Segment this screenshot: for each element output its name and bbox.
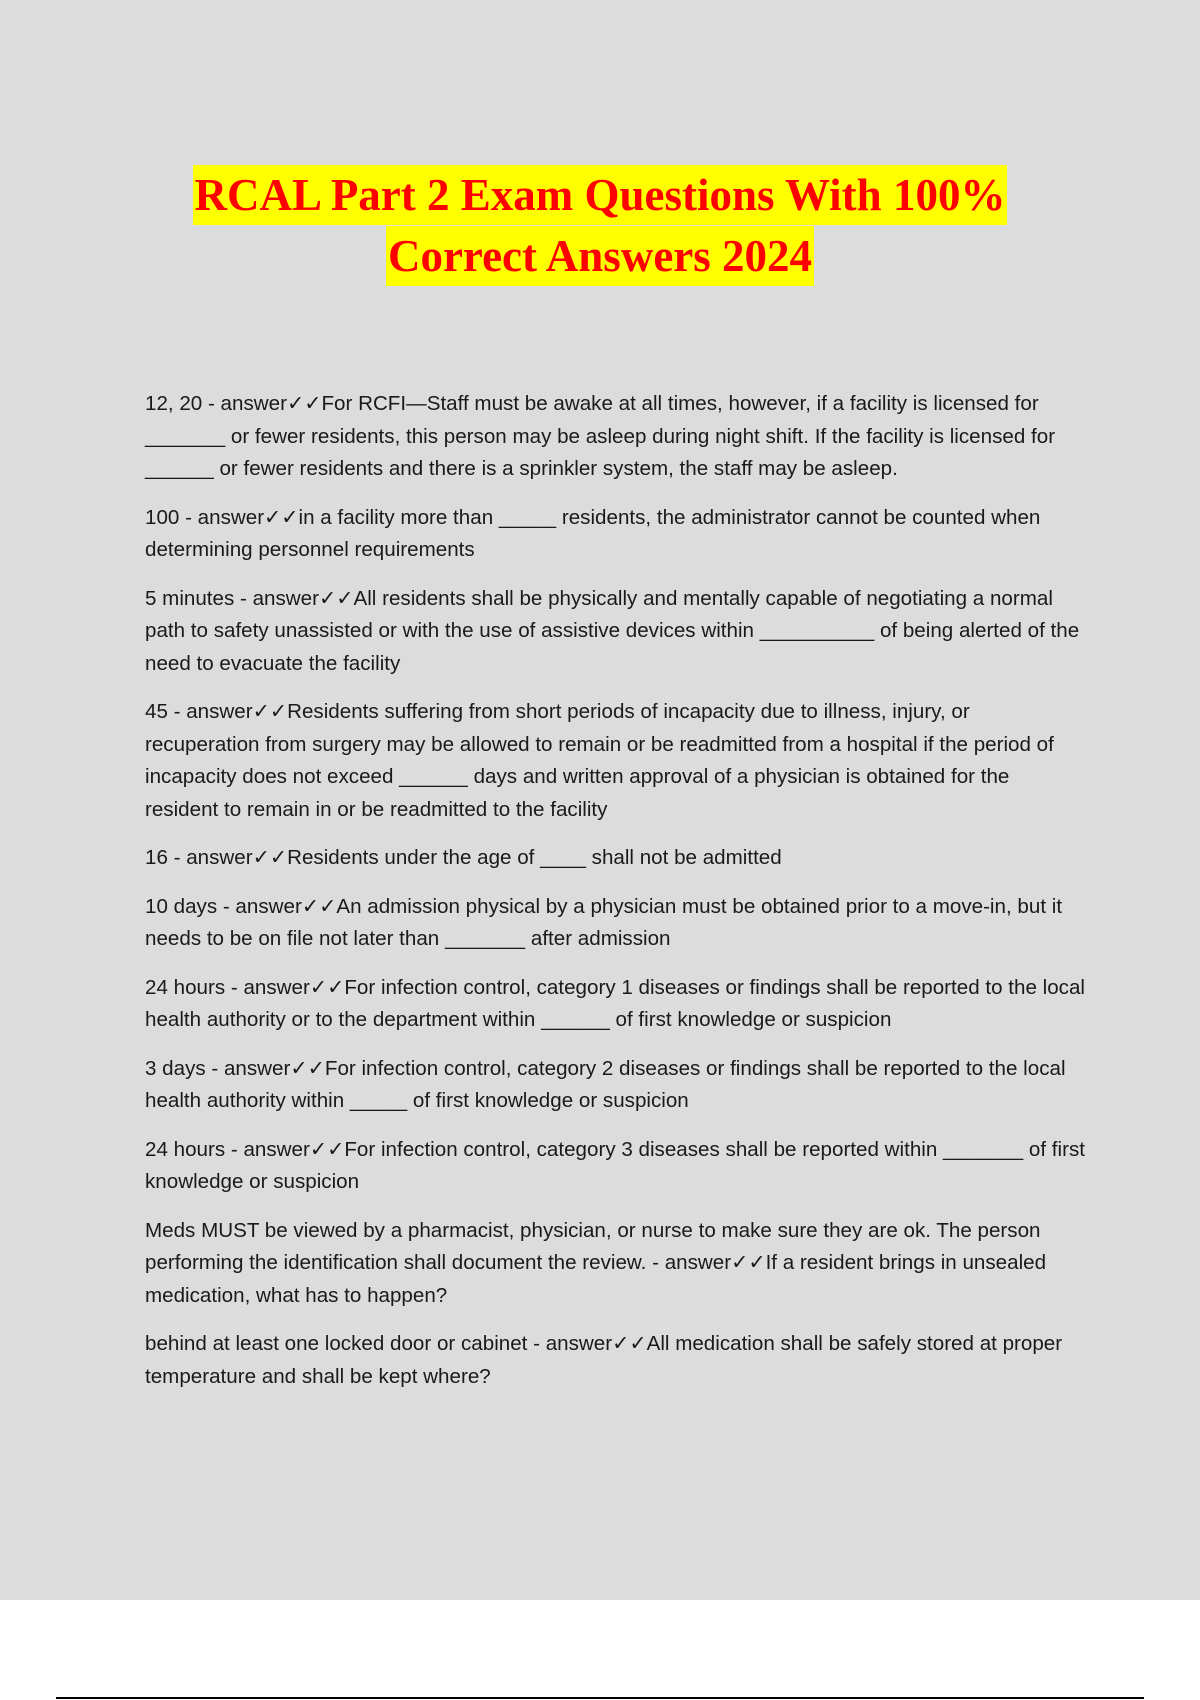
qa-entry: 12, 20 - answer✓✓For RCFI—Staff must be awake at all times, however, if a facility is licensed for _______ or fewer residents, this person may be asleep during night shift. If the facility is licensed for ______ or fewer residents and there is a sprinkler system, the staff may be asleep. xyxy=(145,392,1056,480)
page-divider xyxy=(56,1697,1144,1699)
qa-entry: 100 - answer✓✓in a facility more than _____ residents, the administrator cannot be counted when determining personnel requirements xyxy=(145,505,1041,561)
qa-entry: 5 minutes - answer✓✓All residents shall be physically and mentally capable of negotiating a normal path to safety unassisted or with the use of assistive devices within __________ of being alerted of the need to evacuate the facility xyxy=(145,586,1080,675)
title-line-1: RCAL Part 2 Exam Questions With 100% xyxy=(193,165,1008,225)
qa-entry: Meds MUST be viewed by a pharmacist, physician, or nurse to make sure they are ok. The person performing the identification shall document the review. - answer✓✓If a resident brings in unsealed medication, what has to happen? xyxy=(145,1218,1047,1307)
qa-list xyxy=(145,388,1085,1409)
qa-entry: 24 hours - answer✓✓For infection control, category 1 diseases or findings shall be reported to the local health authority or to the department within ______ of first knowledge or suspicion xyxy=(145,975,1085,1031)
qa-entry: 10 days - answer✓✓An admission physical by a physician must be obtained prior to a move-in, but it needs to be on file not later than _______ after admission xyxy=(145,894,1063,950)
document-title xyxy=(0,165,1200,287)
title-line-2: Correct Answers 2024 xyxy=(386,226,814,286)
qa-entry: 24 hours - answer✓✓For infection control, category 3 diseases shall be reported within _______ of first knowledge or suspicion xyxy=(145,1137,1085,1193)
qa-entry: 45 - answer✓✓Residents suffering from short periods of incapacity due to illness, injury, or recuperation from surgery may be allowed to remain or be readmitted from a hospital if the period of incapacity does not exceed ______ days and written approval of a physician is obtained for the resident to remain in or be readmitted to the facility xyxy=(145,700,1054,821)
qa-entry: 3 days - answer✓✓For infection control, category 2 diseases or findings shall be reported to the local health authority within _____ of first knowledge or suspicion xyxy=(145,1056,1066,1112)
qa-entry: 16 - answer✓✓Residents under the age of ____ shall not be admitted xyxy=(145,846,782,869)
qa-entry: behind at least one locked door or cabinet - answer✓✓All medication shall be safely stored at proper temperature and shall be kept where? xyxy=(145,1332,1063,1388)
